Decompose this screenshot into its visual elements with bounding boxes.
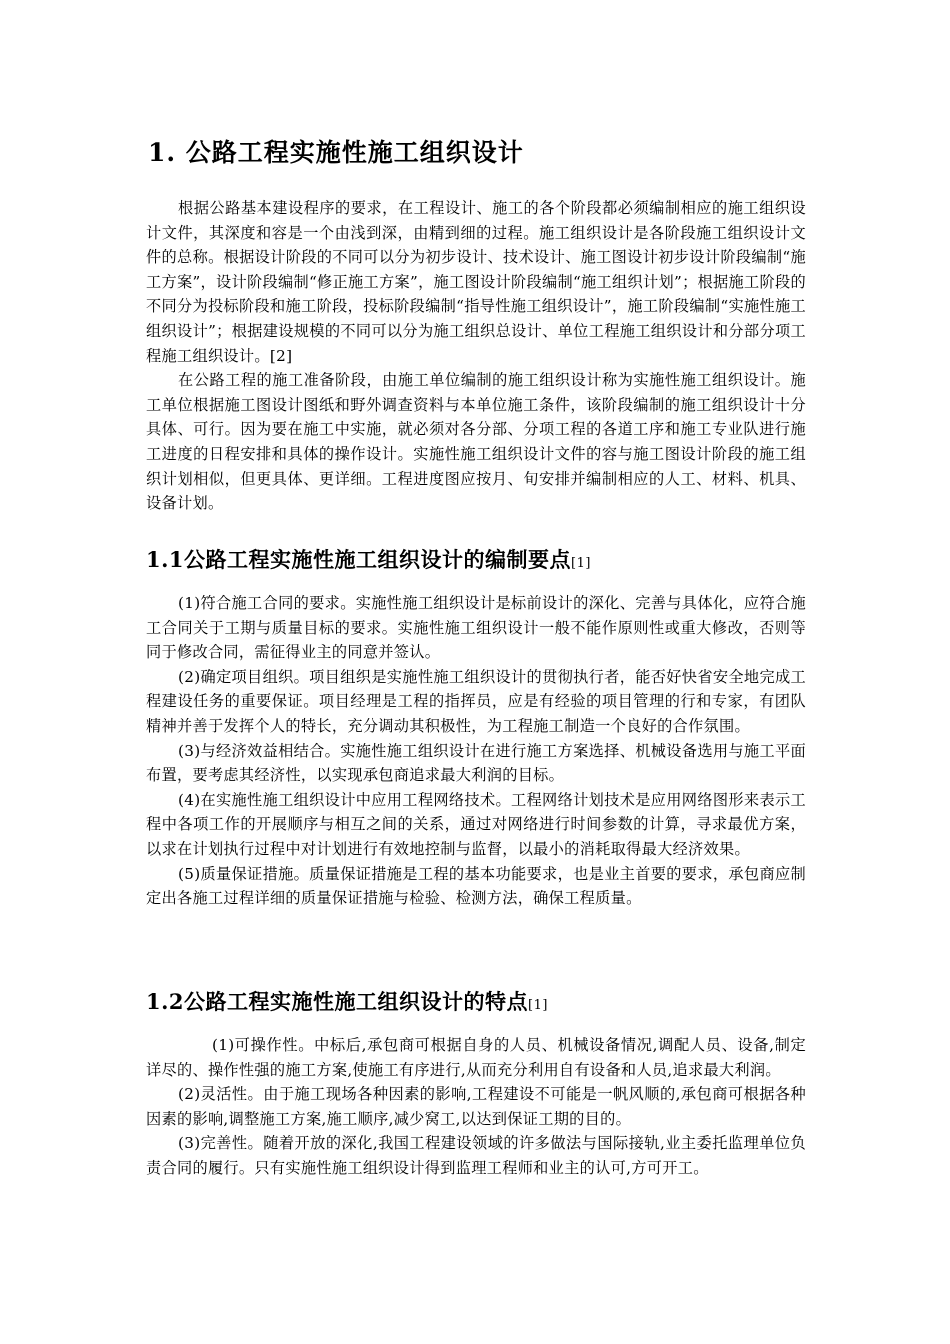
section-2-citation: [1]	[528, 998, 548, 1013]
section-2-title: 1.2公路工程实施性施工组织设计的特点	[146, 989, 529, 1014]
section-2-paragraph-1: (1)可操作性。中标后,承包商可根据自身的人员、机械设备情况,调配人员、设备,制定详尽的、操作性强的施工方案,使施工有序进行,从而充分利用自有设备和人员,追求最大利润。	[146, 1036, 806, 1079]
section-2-paragraph-3: (3)完善性。随着开放的深化,我国工程建设领域的许多做法与国际接轨,业主委托监理单位负责合同的履行。只有实施性施工组织设计得到监理工程师和业主的认可,方可开工。	[146, 1134, 806, 1177]
section-2-body	[146, 1033, 806, 1181]
intro-paragraph-2: 在公路工程的施工准备阶段，由施工单位编制的施工组织设计称为实施性施工组织设计。施工单位根据施工图设计图纸和野外调查资料与本单位施工条件，该阶段编制的施工组织设计十分具体、可行。因为要在施工中实施，就必须对各分部、分项工程的各道工序和施工专业队进行施工进度的日程安排和具体的操作设计。实施性施工组织设计文件的容与施工图设计阶段的施工组织计划相似，但更具体、更详细。工程进度图应按月、旬安排并编制相应的人工、材料、机具、设备计划。	[146, 371, 806, 513]
section-1-paragraph-5: (5)质量保证措施。质量保证措施是工程的基本功能要求，也是业主首要的要求，承包商应制定出各施工过程详细的质量保证措施与检验、检测方法，确保工程质量。	[146, 864, 806, 908]
section-2-heading	[146, 986, 548, 1016]
section-1-title: 1.1公路工程实施性施工组织设计的编制要点	[146, 547, 572, 572]
section-1-paragraph-4: (4)在实施性施工组织设计中应用工程网络技术。工程网络计划技术是应用网络图形来表示工程中各项工作的开展顺序与相互之间的关系，通过对网络进行时间参数的计算，寻求最优方案，以求在计划执行过程中对计划进行有效地控制与监督，以最小的消耗取得最大经济效果。	[146, 790, 806, 858]
page-title: 1. 公路工程实施性施工组织设计	[148, 138, 524, 167]
intro-paragraph-1: 根据公路基本建设程序的要求，在工程设计、施工的各个阶段都必须编制相应的施工组织设计文件，其深度和容是一个由浅到深，由精到细的过程。施工组织设计是各阶段施工组织设计文件的总称。根据设计阶段的不同可以分为初步设计、技术设计、施工图设计初步设计阶段编制“施工方案”，设计阶段编制“修正施工方案”，施工图设计阶段编制“施工组织计划”；根据施工阶段的不同分为投标阶段和施工阶段，投标阶段编制“指导性施工组织设计”，施工阶段编制“实施性施工组织设计”；根据建设规模的不同可以分为施工组织总设计、单位工程施工组织设计和分部分项工程施工组织设计。[2]	[146, 199, 806, 365]
section-1-paragraph-1: (1)符合施工合同的要求。实施性施工组织设计是标前设计的深化、完善与具体化，应符合施工合同关于工期与质量目标的要求。实施性施工组织设计一般不能作原则性或重大修改，否则等同于修改合同，需征得业主的同意并签认。	[146, 594, 806, 662]
intro-section	[146, 196, 806, 516]
section-2-paragraph-2: (2)灵活性。由于施工现场各种因素的影响,工程建设不可能是一帆风顺的,承包商可根据各种因素的影响,调整施工方案,施工顺序,减少窝工,以达到保证工期的目的。	[146, 1085, 806, 1128]
section-1-paragraph-2: (2)确定项目组织。项目组织是实施性施工组织设计的贯彻执行者，能否好快省安全地完成工程建设任务的重要保证。项目经理是工程的指挥员，应是有经验的项目管理的行和专家，有团队精神并善于发挥个人的特长，充分调动其积极性，为工程施工制造一个良好的合作氛围。	[146, 667, 806, 735]
section-1-body	[146, 591, 806, 911]
section-1-citation: [1]	[571, 556, 591, 571]
section-1-paragraph-3: (3)与经济效益相结合。实施性施工组织设计在进行施工方案选择、机械设备选用与施工平面布置，要考虑其经济性，以实现承包商追求最大利润的目标。	[146, 741, 806, 785]
section-1-heading	[146, 544, 591, 574]
